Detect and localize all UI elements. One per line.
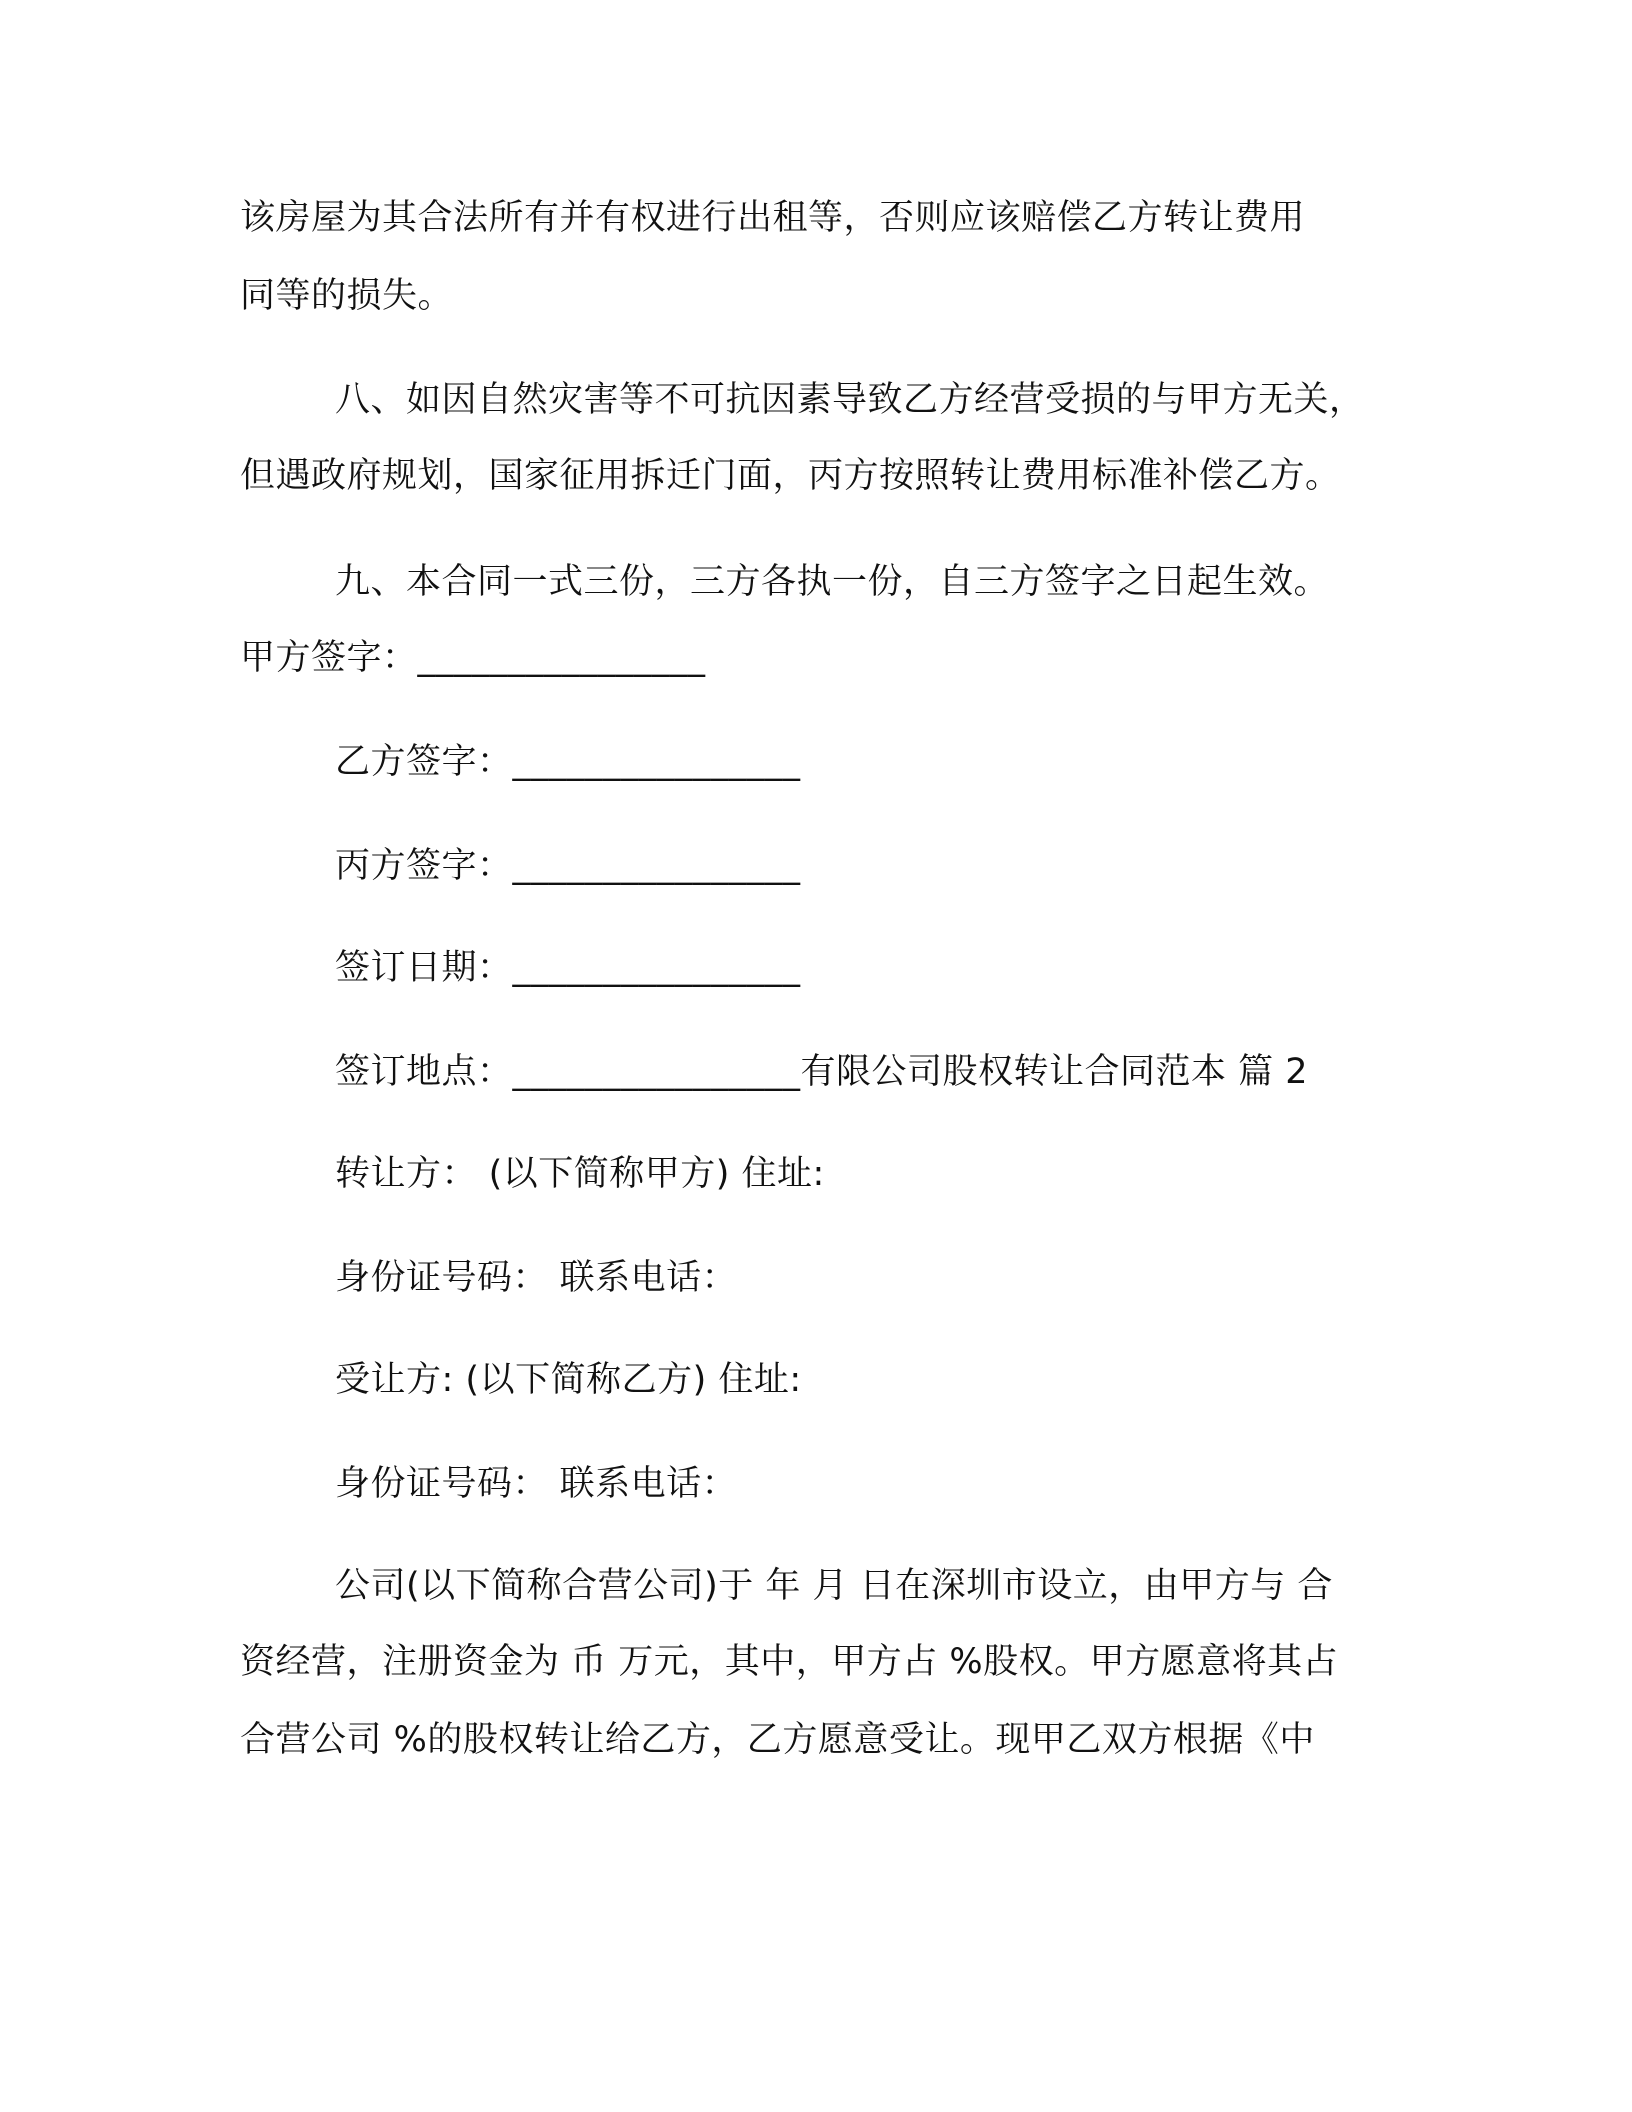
clause-8-line: 八、如因自然灾害等不可抗因素导致乙方经营受损的与甲方无关， bbox=[335, 380, 1365, 420]
transferee-line: 受让方: (以下简称乙方) 住址: bbox=[335, 1360, 802, 1400]
party-c-signature-line: 丙方签字：________________ bbox=[335, 846, 801, 886]
company-intro-line: 公司(以下简称合营公司)于 年 月 日在深圳市设立，由甲方与 合 bbox=[335, 1566, 1333, 1606]
id-phone-line: 身份证号码： 联系电话： bbox=[335, 1258, 738, 1298]
text-line: 该房屋为其合法所有并有权进行出租等，否则应该赔偿乙方转让费用 bbox=[240, 198, 1306, 238]
party-b-signature-line: 乙方签字：________________ bbox=[335, 742, 801, 782]
clause-9-line: 九、本合同一式三份，三方各执一份，自三方签字之日起生效。 bbox=[335, 562, 1330, 602]
transferor-line: 转让方： (以下简称甲方) 住址: bbox=[335, 1154, 825, 1194]
text-line: 同等的损失。 bbox=[240, 276, 454, 316]
text-line: 但遇政府规划，国家征用拆迁门面，丙方按照转让费用标准补偿乙方。 bbox=[240, 456, 1341, 496]
text-line: 资经营，注册资金为 币 万元，其中，甲方占 %股权。甲方愿意将其占 bbox=[240, 1642, 1339, 1682]
signing-date-line: 签订日期：________________ bbox=[335, 948, 801, 988]
party-a-signature-line: 甲方签字：________________ bbox=[240, 638, 706, 678]
signing-place-line: 签订地点：________________有限公司股权转让合同范本 篇 2 bbox=[335, 1052, 1309, 1092]
id-phone-line: 身份证号码： 联系电话： bbox=[335, 1464, 738, 1504]
text-line: 合营公司 %的股权转让给乙方，乙方愿意受让。现甲乙双方根据《中 bbox=[240, 1720, 1315, 1760]
